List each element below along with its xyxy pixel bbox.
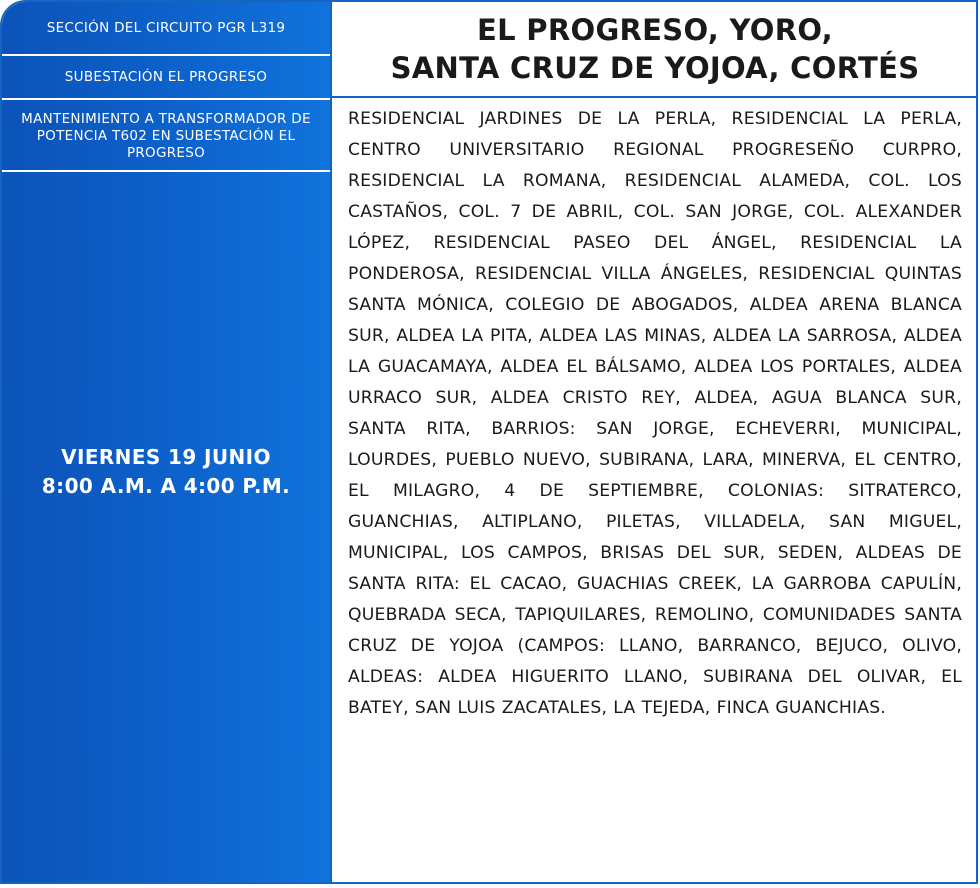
- location-header: [332, 2, 978, 98]
- substation-label: SUBESTACIÓN EL PROGRESO: [2, 56, 330, 100]
- schedule-block: [2, 172, 330, 772]
- location-line-2: SANTA CRUZ DE YOJOA, CORTÉS: [390, 51, 920, 85]
- work-description: MANTENIMIENTO A TRANSFORMADOR DE POTENCIA T602 EN SUBESTACIÓN EL PROGRESO: [2, 100, 330, 172]
- affected-areas-text: RESIDENCIAL JARDINES DE LA PERLA, RESIDENCIAL LA PERLA, CENTRO UNIVERSITARIO REGIONAL PROGRESEÑO CURPRO, RESIDENCIAL LA ROMANA, RESIDENCIAL ALAMEDA, COL. LOS CASTAÑOS, COL. 7 DE ABRIL, COL. SAN JORGE, COL. ALEXANDER LÓPEZ, RESIDENCIAL PASEO DEL ÁNGEL, RESIDENCIAL LA PONDEROSA, RESIDENCIAL VILLA ÁNGELES, RESIDENCIAL QUINTAS SANTA MÓNICA, COLEGIO DE ABOGADOS, ALDEA ARENA BLANCA SUR, ALDEA LA PITA, ALDEA LAS MINAS, ALDEA LA SARROSA, ALDEA LA GUACAMAYA, ALDEA EL BÁLSAMO, ALDEA LOS PORTALES, ALDEA URRACO SUR, ALDEA CRISTO REY, ALDEA, AGUA BLANCA SUR, SANTA RITA, BARRIOS: SAN JORGE, ECHEVERRI, MUNICIPAL, LOURDES, PUEBLO NUEVO, SUBIRANA, LARA, MINERVA, EL CENTRO, EL MILAGRO, 4 DE SEPTIEMBRE, COLONIAS: SITRATERCO, GUANCHIAS, ALTIPLANO, PILETAS, VILLADELA, SAN MIGUEL, MUNICIPAL, LOS CAMPOS, BRISAS DEL SUR, SEDEN, ALDEAS DE SANTA RITA: EL CACAO, GUACHIAS CREEK, LA GARROBA CAPULÍN, QUEBRADA SECA, TAPIQUILARES, REMOLINO, COMUNIDADES SANTA CRUZ DE YOJOA (CAMPOS: LLANO, BARRANCO, BEJUCO, OLIVO, ALDEAS: ALDEA HIGUERITO LLANO, SUBIRANA DEL OLIVAR, EL BATEY, SAN LUIS ZACATALES, LA TEJEDA, FINCA GUANCHIAS.: [348, 109, 962, 718]
- column-divider: [330, 2, 332, 882]
- left-info-panel: [2, 2, 330, 882]
- schedule-date: VIERNES 19 JUNIO: [61, 445, 271, 469]
- location-line-1: EL PROGRESO, YORO,: [477, 13, 833, 47]
- schedule-time: 8:00 A.M. A 4:00 P.M.: [41, 474, 291, 498]
- circuit-section-label: SECCIÓN DEL CIRCUITO PGR L319: [2, 2, 330, 56]
